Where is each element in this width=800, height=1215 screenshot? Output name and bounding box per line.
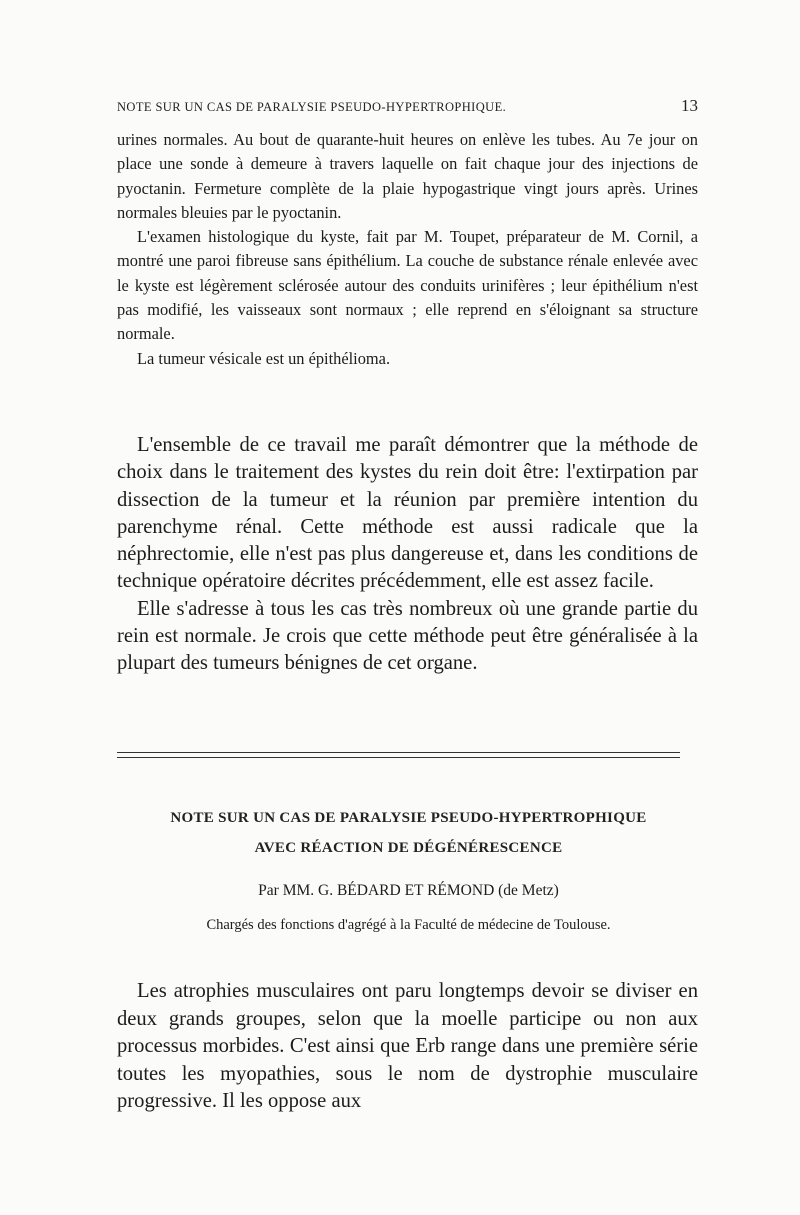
case-report-text — [117, 128, 698, 371]
section-divider-bottom — [117, 757, 680, 758]
conclusion-text — [117, 432, 698, 678]
page-number: 13 — [681, 96, 698, 115]
paragraph: Les atrophies musculaires ont paru longtemps devoir se diviser en deux grands groupes, selon que la moelle participe ou non aux processus morbides. C'est ainsi que Erb range dans une première série toutes les myopathies, sous le nom de dystrophie musculaire progressive. Il les oppose aux — [117, 980, 698, 1113]
article-body — [117, 978, 698, 1116]
paragraph: La tumeur vésicale est un épithélioma. — [137, 348, 391, 368]
paragraph: urines normales. Au bout de quarante-huit heures on enlève les tubes. Au 7e jour on place une sonde à demeure à travers laquelle on fait chaque jour des injections de pyoctanin. Fermeture complète de la plaie hypogastrique vingt jours après. Urines normales bleuies par le pyoctanin. — [117, 130, 698, 222]
running-header — [117, 96, 698, 116]
paragraph: L'examen histologique du kyste, fait par M. Toupet, préparateur de M. Cornil, a montré une paroi fibreuse sans épithélium. La couche de substance rénale enlevée avec le kyste est légèrement sclérosée autour des conduits urinifères ; leur épithélium n'est pas modifié, les vaisseaux sont normaux ; elle reprend en s'éloignant sa structure normale. — [117, 227, 698, 344]
running-title: NOTE SUR UN CAS DE PARALYSIE PSEUDO-HYPERTROPHIQUE. — [117, 100, 507, 114]
author-byline: Par MM. G. BÉDARD ET RÉMOND (de Metz) — [258, 882, 559, 899]
section-divider-top — [117, 752, 680, 753]
paragraph: L'ensemble de ce travail me paraît démontrer que la méthode de choix dans le traitement des kystes du rein doit être: l'extirpation par dissection de la tumeur et la réunion par première intention du parenchyme rénal. Cette méthode est aussi radicale que la néphrectomie, elle n'est pas plus dangereuse et, dans les conditions de technique opératoire décrites précédemment, elle est assez facile. — [117, 434, 698, 593]
author-affiliation: Chargés des fonctions d'agrégé à la Faculté de médecine de Toulouse. — [206, 917, 611, 933]
article-title-line-2: AVEC RÉACTION DE DÉGÉNÉRESCENCE — [254, 840, 563, 856]
paragraph: Elle s'adresse à tous les cas très nombreux où une grande partie du rein est normale. Je crois que cette méthode peut être généralisée à la plupart des tumeurs bénignes de cet organe. — [117, 597, 698, 675]
article-title-line-1: NOTE SUR UN CAS DE PARALYSIE PSEUDO-HYPERTROPHIQUE — [170, 810, 647, 826]
